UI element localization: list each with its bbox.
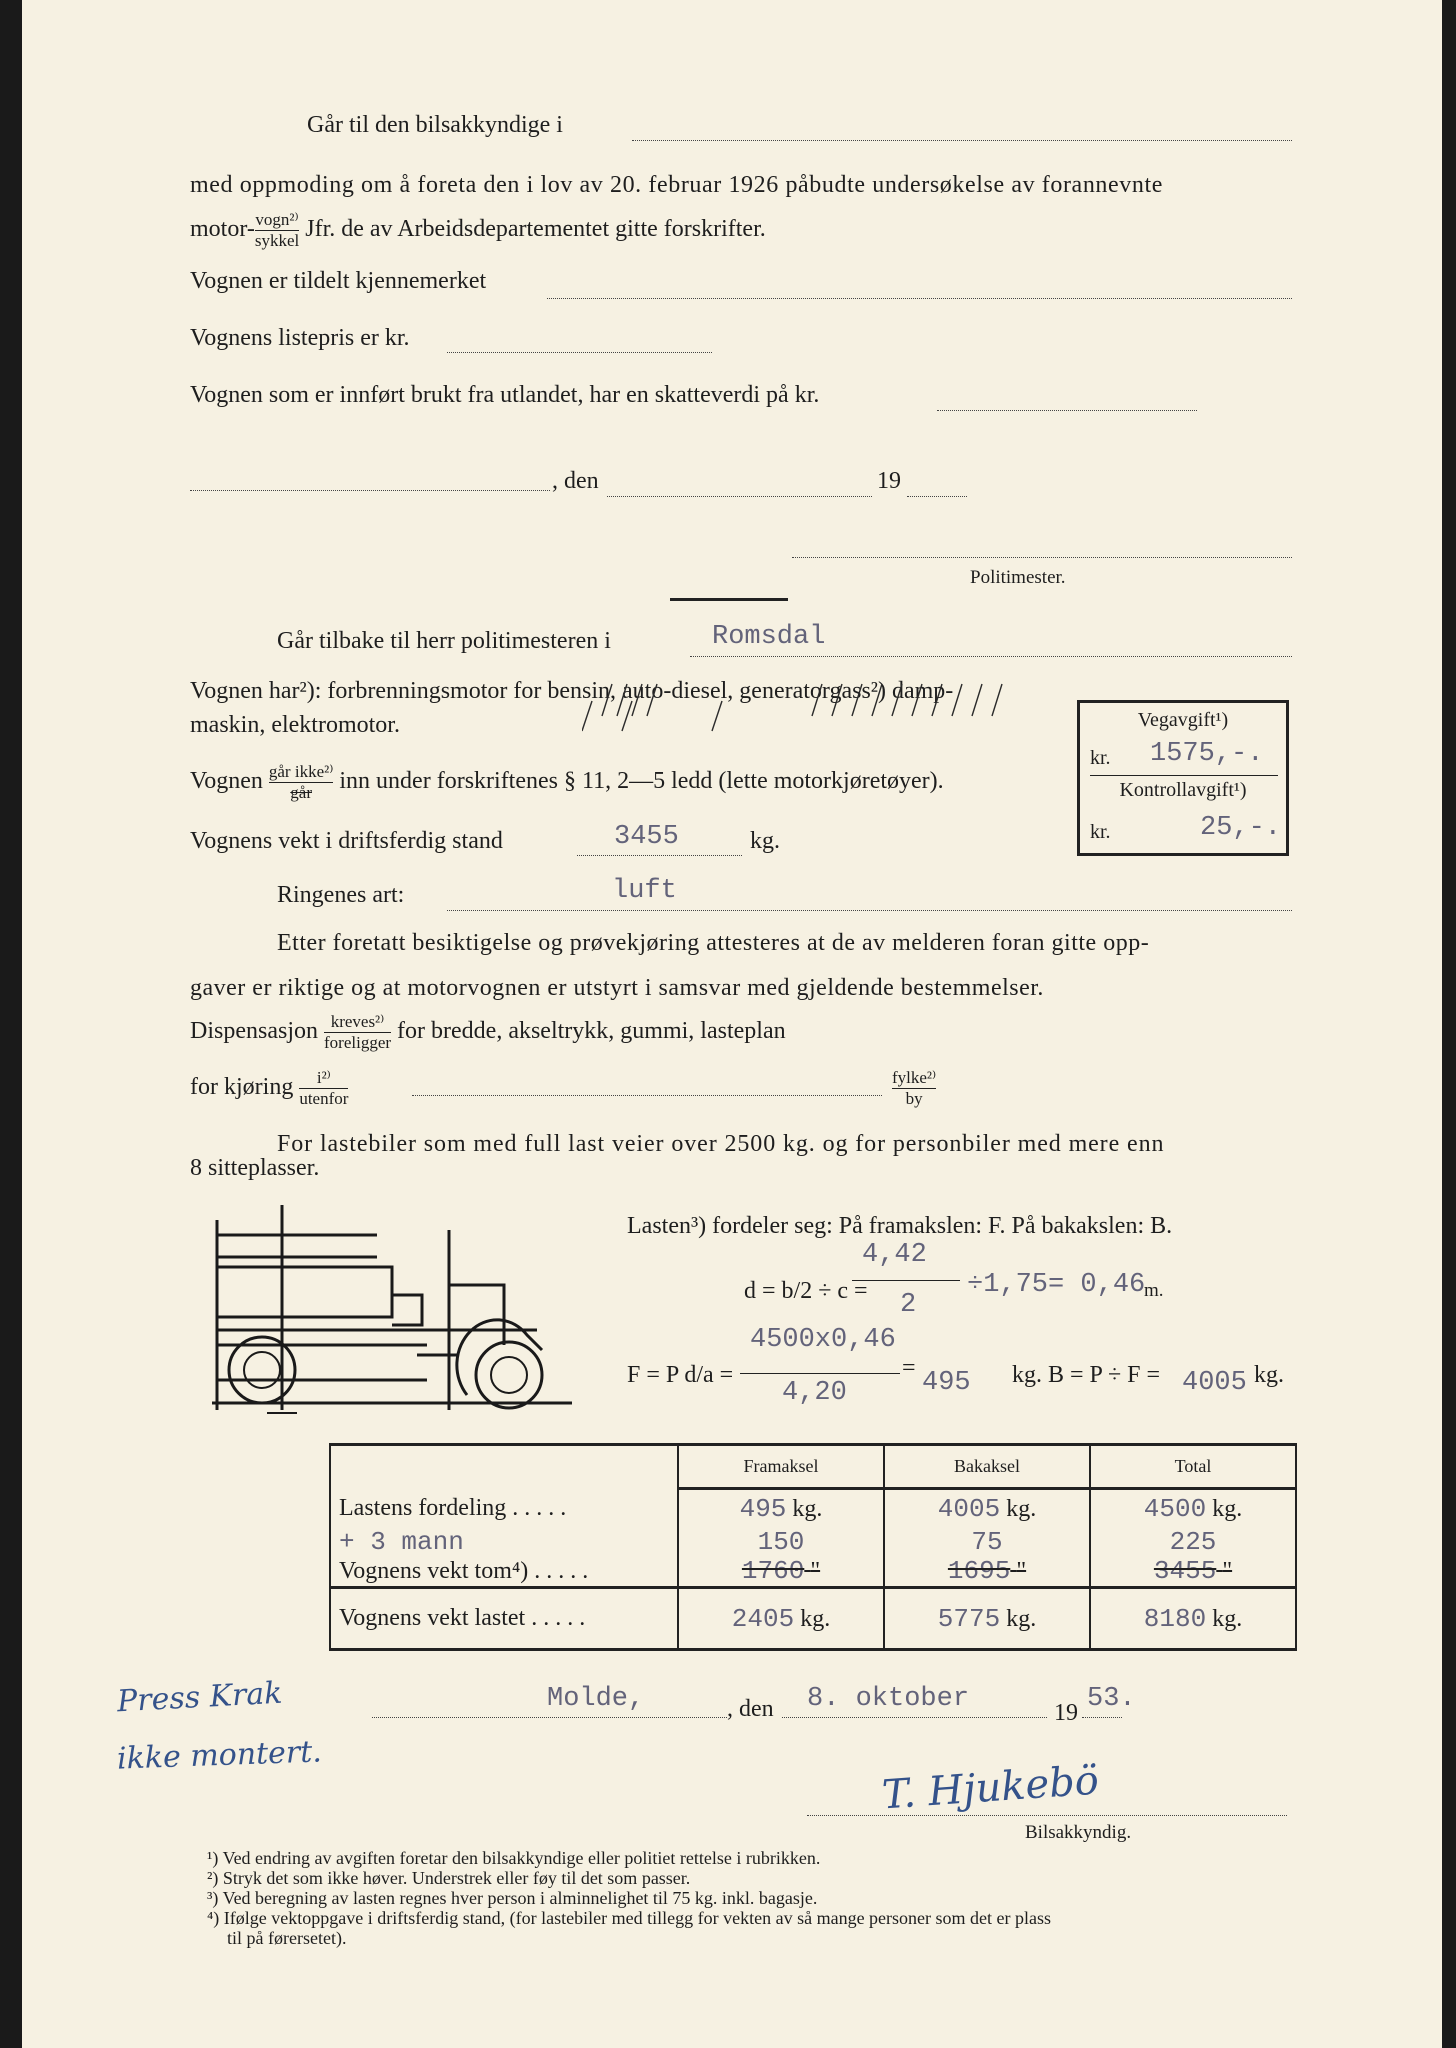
table-row [330,1556,1296,1588]
label-19: 19 [877,468,901,494]
value: 1760 [741,1556,805,1586]
cell [884,1588,1090,1650]
footnote-1: ¹) Ved endring av avgiften foretar den bilsakkyndige eller politiet rettelse i rubrikken. [207,1848,821,1868]
kjoring-prefix: for kjøring [190,1074,294,1101]
frac-bottom: sykkel [254,231,300,250]
header-empty [330,1445,678,1489]
footnote-3: ³) Ved beregning av lasten regnes hver person i alminnelighet til 75 kg. inkl. bagasje. [207,1888,818,1908]
divider [1090,775,1278,776]
fraction-vogn-sykkel [255,210,299,251]
unit: kg. [792,1496,823,1522]
label-den: , den [727,1696,774,1722]
field-skatteverdi [937,410,1197,411]
table-row [330,1588,1296,1650]
field-ringenes [447,910,1292,911]
unit-kg: kg. [750,828,780,854]
field-bilsakkyndige [632,140,1292,141]
kr-label: kr. [1090,821,1111,843]
fraction-gar [269,762,334,803]
field-date [607,496,872,497]
value-kontrollavgift: 25,-. [1200,813,1282,843]
label-politimester: Politimester. [970,567,1066,588]
field-date [782,1717,1047,1718]
text-lastebiler-2: 8 sitteplasser. [190,1155,320,1181]
unit: " [1016,1558,1027,1584]
unit: kg. [1212,1496,1243,1522]
footnote-2: ²) Stryk det som ikke høver. Understrek eller føy til det som passer. [207,1868,691,1888]
value: 150 [678,1528,884,1556]
value-year: 53. [1087,1684,1136,1714]
fraction-fylke-by [892,1068,936,1109]
disp-suffix: for bredde, akseltrykk, gummi, lasteplan [397,1018,786,1045]
frac-top: kreves²⁾ [324,1012,391,1033]
value: 3455 [1153,1556,1217,1586]
label-kjennemerke: Vognen er tildelt kjennemerket [190,268,487,294]
value-date: 8. oktober [807,1684,970,1714]
frac-bottom: by [905,1089,923,1108]
gaar-prefix: Vognen [190,768,263,795]
text-etter-1: Etter foretatt besiktigelse og prøvekjøring attesteres at de av melderen foran gitte opp- [277,930,1150,956]
cell [678,1588,884,1650]
unit: " [810,1558,821,1584]
label-vekt: Vognens vekt i driftsferdig stand [190,828,503,854]
fraction-bar [740,1373,900,1374]
unit: kg. [800,1605,831,1632]
label-den: , den [552,468,599,494]
footnote-4-cont: til på førersetet). [227,1928,347,1948]
label-19: 19 [1054,1700,1078,1726]
f-numerator: 4500x0,46 [750,1325,896,1355]
unit: kg. [1006,1496,1037,1522]
label-ringenes: Ringenes art: [277,882,405,908]
b-unit: kg. [1254,1362,1284,1388]
label-kontrollavgift: Kontrollavgift¹) [1119,779,1247,801]
truck-diagram [187,1205,587,1420]
value: 75 [884,1528,1090,1556]
label-listepris: Vognens listepris er kr. [190,325,410,351]
footnote-4: ⁴) Ifølge vektoppgave i driftsferdig stand, (for lastebiler med tillegg for vekten av så mange personer som det er plass [207,1908,1052,1928]
value: 1695 [947,1556,1011,1586]
cell [884,1489,1090,1529]
formula-f: F = P d/a = [627,1362,734,1388]
load-table [329,1443,1297,1651]
value: 5775 [937,1603,1001,1634]
text-lasten: Lasten³) fordeler seg: På framakslen: F. På bakakslen: B. [627,1213,1173,1239]
gaar-suffix: inn under forskriftenes § 11, 2—5 ledd (lette motorkjøretøyer). [339,768,944,795]
line-gar-lette [190,762,944,803]
fraction-i-utenfor [299,1068,348,1109]
row-label: Lastens fordeling . . . . . [339,1494,567,1521]
kr-label: kr. [1090,747,1111,769]
text-etter-2: gaver er riktige og at motorvognen er utstyrt i samsvar med gjeldende bestemmelser. [190,975,1044,1001]
header-bakaksel: Bakaksel [884,1445,1090,1489]
f-value: 495 [922,1368,971,1398]
unit: kg. [1212,1605,1243,1632]
d-denominator: 2 [900,1290,917,1320]
value: 225 [1090,1528,1296,1556]
formula-b: kg. B = P ÷ F = [1012,1362,1161,1388]
handwritten-note-1: Press Krak [116,1675,284,1720]
line-dispensasjon [190,1012,786,1053]
text-lastebiler-1: For lastebiler som med full last veier over 2500 kg. og for personbiler med mere enn [277,1131,1165,1157]
fylke-by [892,1068,936,1109]
cell [1090,1556,1296,1588]
field-place [190,490,550,491]
f-denominator: 4,20 [782,1378,847,1408]
label-vognen-har-2: maskin, elektromotor. [190,712,400,738]
line-kjoring [190,1068,348,1109]
row-label: + 3 mann [339,1527,464,1557]
field-signature-politi [792,557,1292,558]
row-label: Vognens vekt tom⁴) . . . . . [339,1558,589,1584]
motor-prefix: motor- [190,216,255,243]
table-row [330,1489,1296,1529]
b-value: 4005 [1182,1368,1247,1398]
frac-bottom: går [290,783,312,802]
label-tilbake: Går tilbake til herr politimesteren i [277,628,611,654]
value-vekt: 3455 [614,822,679,852]
value: 8180 [1143,1603,1207,1634]
cell [678,1489,884,1529]
header-total: Total [1090,1445,1296,1489]
value-vegavgift: 1575,-. [1150,739,1264,769]
disp-prefix: Dispensasjon [190,1018,318,1045]
label-vegavgift: Vegavgift¹) [1137,709,1229,731]
value: 4500 [1143,1494,1207,1524]
unit: " [1222,1558,1233,1584]
line-oppmoding: med oppmoding om å foreta den i lov av 20. februar 1926 påbudte undersøkelse av forannevnte [190,172,1163,198]
frac-bottom: foreligger [324,1033,392,1052]
cell [1090,1588,1296,1650]
value-place: Molde, [547,1684,645,1714]
frac-bottom: utenfor [299,1089,349,1108]
form-page [22,0,1442,2048]
strike-marks [582,676,1062,736]
label-bilsakkyndig: Bilsakkyndig. [1025,1822,1132,1843]
formula-d: d = b/2 ÷ c = [744,1278,868,1304]
table-row [330,1528,1296,1556]
fees-box [1077,700,1289,856]
line-motor [190,210,766,251]
field-politimester [690,656,1292,657]
field-signature [807,1815,1287,1816]
frac-top: går ikke²⁾ [268,762,334,781]
row-label: Vognens vekt lastet . . . . . [339,1605,586,1631]
unit: kg. [1006,1605,1037,1632]
value-ringenes: luft [612,876,677,906]
cell [678,1556,884,1588]
field-listepris [447,352,712,353]
field-year [907,496,967,497]
d-numerator: 4,42 [862,1240,927,1270]
fraction-bar [852,1280,960,1281]
d-unit: m. [1144,1280,1164,1301]
label-vognen-har-1: Vognen har²): forbrenningsmotor for bensin, auto-diesel, generatorgass²) damp- [190,678,954,704]
cell [1090,1489,1296,1529]
cell [884,1556,1090,1588]
divider [670,598,788,601]
handwritten-note-2: ikke montert. [116,1734,323,1777]
value: 4005 [937,1494,1001,1524]
value: 495 [739,1494,787,1524]
field-vekt [577,855,742,856]
frac-top: i²⁾ [299,1068,348,1089]
field-year [1082,1717,1122,1718]
line-gar-til: Går til den bilsakkyndige i [307,112,563,138]
fraction-kreves [324,1012,391,1053]
field-kjoring [412,1095,882,1096]
motor-suffix: Jfr. de av Arbeidsdepartementet gitte forskrifter. [305,216,766,243]
value: 2405 [731,1603,795,1634]
d-result: ÷1,75= 0,46 [967,1270,1146,1300]
field-kjennemerke [547,298,1292,299]
label-skatteverdi: Vognen som er innført brukt fra utlandet, har en skatteverdi på kr. [190,382,820,408]
field-place [372,1717,727,1718]
f-equals: = [902,1355,916,1381]
header-framaksel: Framaksel [678,1445,884,1489]
frac-top: vogn²⁾ [255,210,299,229]
signature: T. Hjukebö [880,1757,1101,1819]
value-romsdal: Romsdal [712,622,826,652]
frac-top: fylke²⁾ [892,1068,937,1087]
